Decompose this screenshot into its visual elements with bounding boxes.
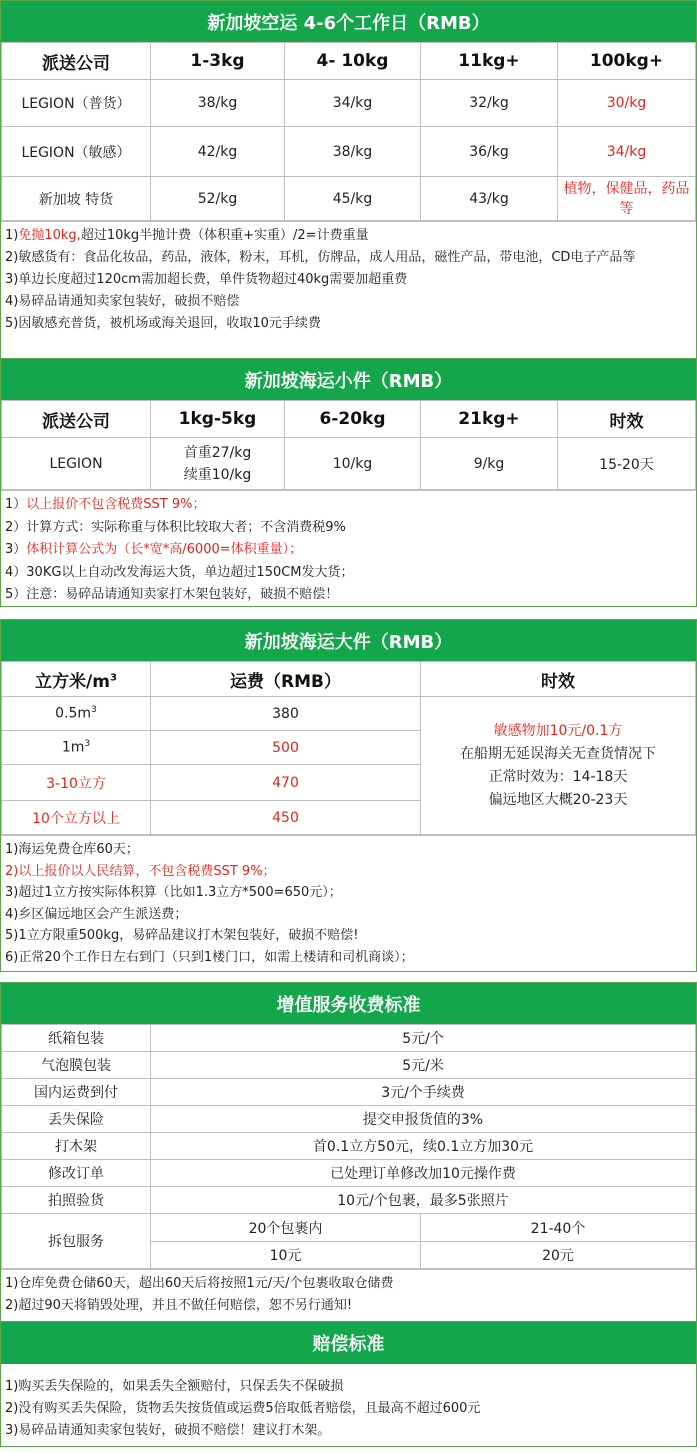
note-line bbox=[5, 539, 692, 562]
service-price: 首0.1立方50元，续0.1立方加30元 bbox=[151, 1133, 696, 1160]
compensation-notes bbox=[1, 1364, 696, 1446]
service-name: 气泡膜包装 bbox=[2, 1052, 151, 1079]
table-row bbox=[2, 1025, 696, 1052]
col-header bbox=[2, 662, 151, 697]
note-prefix: 4） bbox=[5, 564, 27, 580]
service-price: 5元/个 bbox=[151, 1025, 696, 1052]
note-text: 体积计算公式为（长*宽*高/6000=体积重量）； bbox=[26, 542, 303, 557]
cell: 3-10立方 bbox=[2, 765, 151, 801]
cell: 9/kg bbox=[421, 438, 558, 490]
note-line: 5)1立方限重500kg，易碎品建议打木架包装好，破损不赔偿! bbox=[5, 928, 359, 943]
note-line: 4)乡区偏远地区会产生派送费； bbox=[5, 906, 188, 922]
col-header: 6-20kg bbox=[285, 401, 421, 438]
superscript: 3 bbox=[109, 671, 117, 683]
service-price: 10元/个包裹，最多5张照片 bbox=[151, 1187, 696, 1214]
col-header: 运费（RMB） bbox=[151, 662, 421, 697]
compensation-title: 赔偿标准 bbox=[1, 1322, 696, 1364]
note-text: 超过10kg半抛计费（体积重+实重）/2=计费重量 bbox=[80, 228, 369, 243]
cell: 43/kg bbox=[421, 177, 558, 221]
service-section bbox=[0, 982, 697, 1322]
service-table bbox=[1, 1024, 696, 1269]
spacer bbox=[0, 607, 697, 619]
air-freight-title: 新加坡空运 4-6个工作日（RMB） bbox=[1, 1, 696, 42]
service-price: 已处理订单修改加10元操作费 bbox=[151, 1160, 696, 1187]
note-text: 计算方式：实际称重与体积比较取大者；不含消费税9% bbox=[26, 519, 346, 535]
service-notes bbox=[1, 1269, 696, 1321]
time-note-red: 敏感物加10元/0.1方 bbox=[493, 722, 623, 739]
table-row bbox=[2, 1052, 696, 1079]
service-name: 修改订单 bbox=[2, 1160, 151, 1187]
spacer bbox=[0, 972, 697, 982]
table-row bbox=[2, 1214, 696, 1242]
note-highlight: 免抛10kg, bbox=[18, 228, 81, 243]
tier-head: 21-40个 bbox=[421, 1214, 696, 1242]
cell: LEGION（敏感） bbox=[2, 127, 151, 177]
cell: 52/kg bbox=[151, 177, 285, 221]
note-text: 注意：易碎品请通知卖家打木架包装好，破损不赔偿！ bbox=[26, 587, 339, 602]
col-header: 21kg+ bbox=[421, 401, 558, 438]
table-row bbox=[2, 697, 696, 731]
cell: 32/kg bbox=[421, 80, 558, 127]
cell: 10个立方以上 bbox=[2, 801, 151, 835]
note-line bbox=[5, 584, 692, 607]
cell: 380 bbox=[151, 697, 421, 731]
note-line: 1)仓库免费仓储60天，超出60天后将按照1元/天/个包裹收取仓储费 bbox=[5, 1276, 394, 1291]
note-line: 1)购买丢失保险的，如果丢失全额赔付，只保丢失不保破损 bbox=[5, 1379, 344, 1394]
col-header: 100kg+ bbox=[558, 43, 696, 80]
cell: 10/kg bbox=[285, 438, 421, 490]
note-line: 3)易碎品请通知卖家包装好，破损不赔偿！建议打木架。 bbox=[5, 1423, 331, 1438]
cell: 34/kg bbox=[558, 127, 696, 177]
continued-weight: 续重10/kg bbox=[183, 466, 252, 483]
note-line: 3)超过1立方按实际体积算（比如1.3立方*500=650元）； bbox=[5, 885, 342, 900]
note-prefix: 2） bbox=[5, 519, 27, 535]
service-title: 增值服务收费标准 bbox=[1, 983, 696, 1024]
col-header: 1kg-5kg bbox=[151, 401, 285, 438]
cell: 36/kg bbox=[421, 127, 558, 177]
service-name: 国内运费到付 bbox=[2, 1079, 151, 1106]
sea-small-section bbox=[0, 359, 697, 607]
col-header-text: 立方米/m bbox=[35, 671, 110, 692]
cell: 38/kg bbox=[285, 127, 421, 177]
note-prefix: 5） bbox=[5, 587, 27, 602]
table-row bbox=[2, 1187, 696, 1214]
service-name: 打木架 bbox=[2, 1133, 151, 1160]
volume: 1m bbox=[61, 739, 85, 756]
note-prefix: 3） bbox=[5, 542, 27, 557]
time-line: 偏远地区大概20-23天 bbox=[488, 791, 628, 808]
table-row bbox=[2, 1079, 696, 1106]
cell: 15-20天 bbox=[558, 438, 696, 490]
sea-big-section bbox=[0, 619, 697, 972]
compensation-section bbox=[0, 1322, 697, 1447]
cell: LEGION bbox=[2, 438, 151, 490]
cell: 38/kg bbox=[151, 80, 285, 127]
cell: 42/kg bbox=[151, 127, 285, 177]
note-line: 2)敏感货有：食品化妆品，药品，液体，粉末，耳机，仿牌品，成人用品，磁性产品，带电池，CD电子产品等 bbox=[5, 250, 636, 265]
table-row bbox=[2, 438, 696, 490]
cell: 34/kg bbox=[285, 80, 421, 127]
col-header: 时效 bbox=[421, 662, 696, 697]
table-header-row bbox=[2, 43, 696, 80]
table-row bbox=[2, 80, 696, 127]
table-header-row bbox=[2, 662, 696, 697]
air-freight-section bbox=[0, 0, 697, 359]
sea-big-table bbox=[1, 661, 696, 835]
col-header: 派送公司 bbox=[2, 401, 151, 438]
superscript: 3 bbox=[84, 739, 91, 750]
sea-small-table bbox=[1, 400, 696, 490]
service-name: 纸箱包装 bbox=[2, 1025, 151, 1052]
note-text: 以上报价不包含税费SST 9%； bbox=[26, 497, 206, 512]
note-line: 3)单边长度超过120cm需加超长费，单件货物超过40kg需要加超重费 bbox=[5, 272, 408, 287]
service-name: 拆包服务 bbox=[2, 1214, 151, 1269]
cell: 新加坡 特货 bbox=[2, 177, 151, 221]
cell: 500 bbox=[151, 731, 421, 765]
note-line bbox=[5, 517, 692, 540]
tier-price: 10元 bbox=[151, 1242, 421, 1269]
note-line: 2)没有购买丢失保险，货物丢失按货值或运费5倍取低者赔偿，且最高不超过600元 bbox=[5, 1401, 481, 1416]
col-header: 4- 10kg bbox=[285, 43, 421, 80]
col-header: 时效 bbox=[558, 401, 696, 438]
table-row bbox=[2, 1106, 696, 1133]
note-line bbox=[5, 225, 692, 247]
service-price: 提交申报货值的3% bbox=[151, 1106, 696, 1133]
sea-big-notes bbox=[1, 835, 696, 971]
table-row bbox=[2, 1133, 696, 1160]
note-line bbox=[5, 562, 692, 585]
cell: LEGION（普货） bbox=[2, 80, 151, 127]
cell: 30/kg bbox=[558, 80, 696, 127]
note-prefix: 1） bbox=[5, 497, 27, 512]
col-header: 11kg+ bbox=[421, 43, 558, 80]
first-weight: 首重27/kg bbox=[183, 444, 252, 461]
cell bbox=[2, 697, 151, 731]
note-text: 30KG以上自动改发海运大货，单边超过150CM发大货； bbox=[26, 564, 354, 580]
cell bbox=[2, 731, 151, 765]
cell: 470 bbox=[151, 765, 421, 801]
note-line: 5)因敏感充普货，被机场或海关退回，收取10元手续费 bbox=[5, 316, 321, 331]
col-header: 派送公司 bbox=[2, 43, 151, 80]
note-line: 4)易碎品请通知卖家包装好，破损不赔偿 bbox=[5, 294, 240, 309]
sea-big-title: 新加坡海运大件（RMB） bbox=[1, 620, 696, 661]
superscript: 3 bbox=[91, 705, 97, 716]
table-row bbox=[2, 1160, 696, 1187]
table-row bbox=[2, 127, 696, 177]
service-name: 丢失保险 bbox=[2, 1106, 151, 1133]
sea-small-title: 新加坡海运小件（RMB） bbox=[1, 359, 696, 400]
note-line: 2)超过90天将销毁处理，并且不做任何赔偿，恕不另行通知! bbox=[5, 1298, 353, 1313]
col-header: 1-3kg bbox=[151, 43, 285, 80]
cell: 45/kg bbox=[285, 177, 421, 221]
air-notes bbox=[1, 221, 696, 358]
service-price: 3元/个手续费 bbox=[151, 1079, 696, 1106]
volume: 0.5m bbox=[55, 705, 92, 722]
air-freight-table bbox=[1, 42, 696, 221]
transit-time-cell bbox=[421, 697, 696, 835]
time-line: 在船期无延误海关无查货情况下 bbox=[460, 745, 656, 762]
table-header-row bbox=[2, 401, 696, 438]
note-prefix: 1) bbox=[5, 228, 19, 243]
note-line: 2)以上报价以人民结算，不包含税费SST 9%； bbox=[5, 863, 276, 879]
time-line: 正常时效为：14-18天 bbox=[488, 768, 628, 785]
cell bbox=[151, 438, 285, 490]
note-line bbox=[5, 494, 692, 517]
service-price: 5元/米 bbox=[151, 1052, 696, 1079]
cell: 450 bbox=[151, 801, 421, 835]
tier-head: 20个包裹内 bbox=[151, 1214, 421, 1242]
table-row bbox=[2, 177, 696, 221]
service-name: 拍照验货 bbox=[2, 1187, 151, 1214]
cell: 植物，保健品，药品等 bbox=[558, 177, 696, 221]
note-line: 1)海运免费仓库60天； bbox=[5, 842, 139, 857]
note-line: 6)正常20个工作日左右到门（只到1楼门口，如需上楼请和司机商谈）； bbox=[5, 949, 414, 965]
tier-price: 20元 bbox=[421, 1242, 696, 1269]
sea-small-notes bbox=[1, 490, 696, 606]
